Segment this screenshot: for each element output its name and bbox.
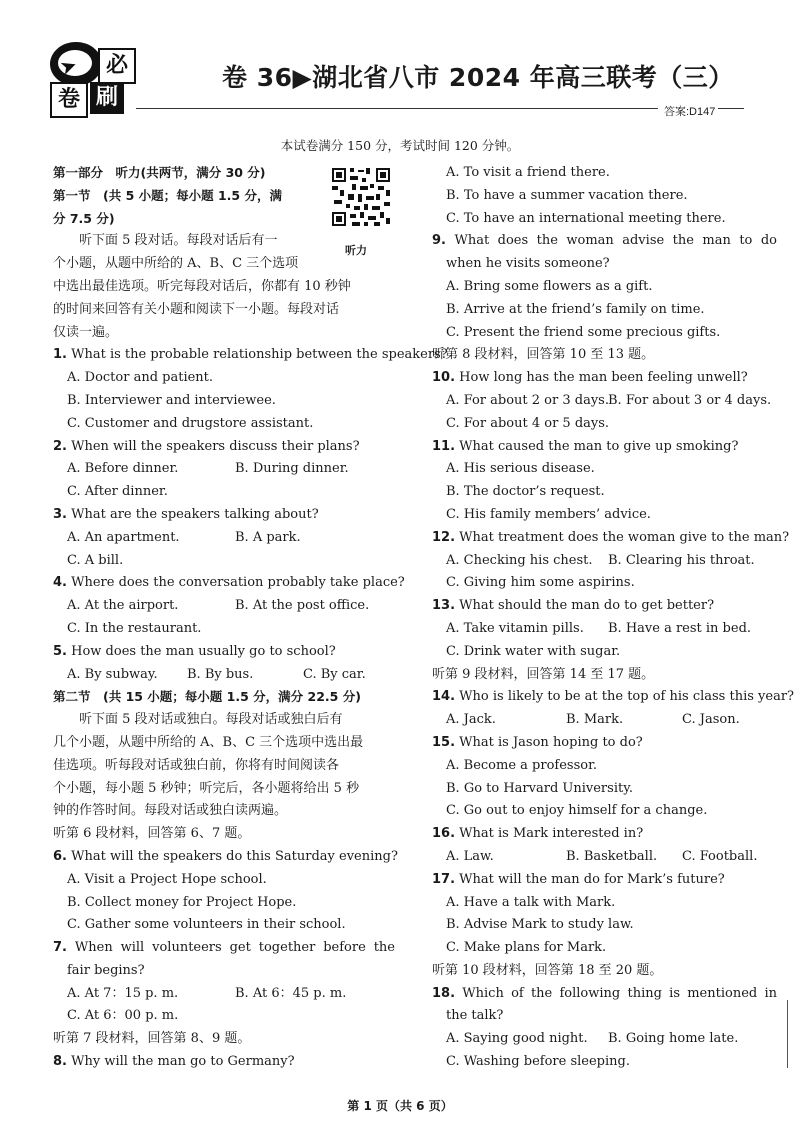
question-text: What caused the man to give up smoking? — [459, 438, 739, 454]
option-b[interactable]: B. Collect money for Project Hope. — [67, 894, 297, 910]
instruction-line: 佳选项。听每段对话或独白前，你将有时间阅读各 — [53, 757, 340, 773]
material-heading: 听第 8 段材料，回答第 10 至 13 题。 — [432, 347, 655, 363]
material-heading: 听第 10 段材料，回答第 18 至 20 题。 — [432, 962, 663, 978]
option-a[interactable]: A. Before dinner. — [67, 461, 179, 477]
question-number: 7. — [53, 940, 67, 956]
option-b[interactable]: B. Have a rest in bed. — [608, 620, 752, 636]
page-number: 第 1 页（共 6 页） — [347, 1099, 453, 1113]
option-c[interactable]: C. Jason. — [682, 712, 740, 728]
option-b[interactable]: B. A park. — [235, 529, 301, 545]
brand-logo — [50, 42, 136, 114]
option-row — [53, 527, 395, 550]
question-text: What does the woman advise the man to do when he visits someone? — [446, 233, 777, 272]
option-a[interactable]: A. Become a professor. — [446, 757, 597, 773]
question-number: 10. — [432, 370, 456, 386]
option-row — [432, 618, 777, 641]
option-b[interactable]: B. At 6：45 p. m. — [235, 985, 347, 1001]
question-15 — [432, 732, 777, 755]
option-a[interactable]: A. Jack. — [446, 712, 496, 728]
option-c[interactable]: C. Make plans for Mark. — [446, 940, 607, 956]
question-number: 18. — [432, 985, 456, 1001]
option-a[interactable]: A. Have a talk with Mark. — [446, 894, 616, 910]
option-row — [432, 846, 777, 869]
question-number: 13. — [432, 598, 456, 614]
question-1 — [53, 344, 448, 367]
question-4 — [53, 572, 405, 595]
question-text: What should the man do to get better? — [459, 598, 715, 614]
material-heading: 听第 7 段材料，回答第 8、9 题。 — [53, 1031, 251, 1047]
option-row — [432, 709, 777, 732]
section-heading: 第一节 (共 5 小题；每小题 1.5 分，满 — [53, 187, 282, 203]
option-a[interactable]: A. At 7：15 p. m. — [67, 985, 179, 1001]
option-c[interactable]: C. Football. — [682, 848, 758, 864]
option-c[interactable]: C. Customer and drugstore assistant. — [67, 415, 314, 431]
question-text: How does the man usually go to school? — [71, 643, 336, 659]
option-c[interactable]: C. Giving him some aspirins. — [446, 575, 635, 591]
question-number: 6. — [53, 848, 67, 864]
instruction-line: 中选出最佳选项。听完每段对话后，你都有 10 秒钟 — [53, 278, 351, 294]
section-heading-cont: 分 7.5 分) — [53, 210, 115, 226]
question-text: Who is likely to be at the top of his class this year? — [459, 689, 795, 705]
option-row — [432, 390, 777, 413]
logo-char-bottom-left: 卷 — [50, 82, 88, 118]
question-17 — [432, 869, 777, 892]
option-b[interactable]: B. Go to Harvard University. — [446, 780, 633, 796]
option-b[interactable]: B. To have a summer vacation there. — [446, 187, 688, 203]
instruction-line: 个小题，每小题 5 秒钟；听完后，各小题将给出 5 秒 — [53, 780, 360, 796]
question-number: 15. — [432, 734, 456, 750]
question-7 — [53, 937, 395, 983]
question-number: 14. — [432, 689, 456, 705]
option-c[interactable]: C. At 6：00 p. m. — [67, 1008, 179, 1024]
question-text: What is Mark interested in? — [459, 826, 644, 842]
question-text: How long has the man been feeling unwell? — [459, 370, 748, 386]
question-text: What treatment does the woman give to the man? — [459, 529, 790, 545]
exam-info: 本试卷满分 150 分，考试时间 120 分钟。 — [280, 138, 520, 153]
instruction-line: 仅读一遍。 — [53, 324, 119, 340]
option-c[interactable]: C. Gather some volunteers in their school. — [67, 917, 346, 933]
option-b[interactable]: B. Clearing his throat. — [608, 552, 755, 568]
question-number: 8. — [53, 1054, 67, 1070]
option-b[interactable]: B. Basketball. — [566, 848, 658, 864]
option-row — [53, 595, 395, 618]
option-c[interactable]: C. Washing before sleeping. — [446, 1054, 630, 1070]
question-11 — [432, 436, 777, 459]
option-b[interactable]: B. For about 3 or 4 days. — [608, 392, 772, 408]
right-column — [432, 162, 795, 1074]
question-text: Where does the conversation probably take place? — [71, 575, 405, 591]
option-a[interactable]: A. Take vitamin pills. — [446, 620, 584, 636]
question-2 — [53, 436, 395, 459]
question-number: 2. — [53, 438, 67, 454]
title-divider — [136, 108, 658, 109]
question-13 — [432, 595, 777, 618]
question-number: 16. — [432, 826, 456, 842]
option-c[interactable]: C. After dinner. — [67, 484, 168, 500]
option-a[interactable]: A. At the airport. — [67, 598, 179, 614]
material-heading: 听第 9 段材料，回答第 14 至 17 题。 — [432, 666, 655, 682]
question-18 — [432, 983, 777, 1029]
qr-caption: 听力 — [345, 244, 367, 257]
option-c[interactable]: C. By car. — [303, 666, 366, 682]
option-a[interactable]: A. To visit a friend there. — [446, 165, 610, 180]
option-a[interactable]: A. By subway. — [67, 666, 158, 682]
question-number: 17. — [432, 871, 456, 887]
option-b[interactable]: B. During dinner. — [235, 461, 349, 477]
question-number: 3. — [53, 506, 67, 522]
question-3 — [53, 504, 395, 527]
option-b[interactable]: B. Interviewer and interviewee. — [67, 392, 276, 408]
option-row — [53, 983, 395, 1006]
question-text: What is Jason hoping to do? — [459, 734, 643, 750]
page-title: 卷 36▶湖北省八市 2024 年高三联考（三） — [222, 63, 734, 92]
option-c[interactable]: C. Present the friend some precious gifts. — [446, 324, 721, 340]
instruction-line: 听下面 5 段对话。每段对话后有一 — [79, 233, 278, 249]
question-12 — [432, 527, 790, 550]
question-number: 1. — [53, 347, 67, 363]
option-b[interactable]: B. Mark. — [566, 712, 624, 728]
option-c[interactable]: C. In the restaurant. — [67, 620, 202, 636]
question-8 — [53, 1051, 395, 1074]
option-b[interactable]: B. The doctor’s request. — [446, 484, 605, 500]
question-10 — [432, 367, 777, 390]
option-a[interactable]: A. Checking his chest. — [446, 552, 593, 568]
question-text: Why will the man go to Germany? — [71, 1054, 295, 1070]
answer-divider — [718, 108, 744, 109]
question-text: What is the probable relationship between the speakers? — [71, 347, 448, 363]
option-a[interactable]: A. His serious disease. — [446, 461, 595, 477]
question-text: What are the speakers talking about? — [71, 506, 319, 522]
option-b[interactable]: B. Advise Mark to study law. — [446, 917, 634, 933]
question-text: What will the speakers do this Saturday evening? — [71, 848, 398, 864]
option-a[interactable]: A. Doctor and patient. — [67, 370, 214, 386]
option-c[interactable]: C. Drink water with sugar. — [446, 643, 621, 659]
part-heading: 第一部分 听力(共两节，满分 30 分) — [53, 165, 266, 180]
option-c[interactable]: C. A bill. — [67, 552, 124, 568]
logo-char-bottom-right: 刷 — [90, 82, 124, 114]
logo-char-top: 必 — [98, 48, 136, 84]
question-number: 4. — [53, 575, 67, 591]
instruction-line: 听下面 5 段对话或独白。每段对话或独白后有 — [79, 712, 343, 728]
question-number: 11. — [432, 438, 456, 454]
question-5 — [53, 641, 395, 664]
logo-arrow-icon: ➤ — [56, 51, 81, 81]
option-b[interactable]: B. At the post office. — [235, 598, 370, 614]
instruction-line: 钟的作答时间。每段对话或独白读两遍。 — [53, 803, 288, 819]
option-a[interactable]: A. For about 2 or 3 days. — [446, 392, 609, 408]
scan-edge-line — [787, 1000, 788, 1068]
option-b[interactable]: B. Arrive at the friend’s family on time. — [446, 301, 705, 317]
option-c[interactable]: C. His family members’ advice. — [446, 506, 651, 522]
option-row — [53, 664, 395, 687]
option-row — [432, 550, 777, 573]
instruction-line: 几个小题，从题中所给的 A、B、C 三个选项中选出最 — [53, 734, 364, 750]
option-row — [53, 458, 395, 481]
option-a[interactable]: A. Saying good night. — [446, 1031, 588, 1047]
option-a[interactable]: A. Law. — [446, 848, 494, 864]
section-heading: 第二节 (共 15 小题；每小题 1.5 分，满分 22.5 分) — [53, 689, 361, 705]
option-b[interactable]: B. By bus. — [187, 666, 254, 682]
question-14 — [432, 686, 795, 709]
option-c[interactable]: C. To have an international meeting there. — [446, 210, 726, 226]
question-number: 12. — [432, 529, 456, 545]
option-a[interactable]: A. Visit a Project Hope school. — [67, 871, 267, 887]
question-number: 9. — [432, 233, 446, 249]
question-16 — [432, 823, 777, 846]
instruction-line: 个小题，从题中所给的 A、B、C 三个选项 — [53, 256, 299, 272]
instruction-line: 的时间来回答有关小题和阅读下一小题。每段对话 — [53, 301, 340, 317]
question-6 — [53, 846, 398, 869]
option-b[interactable]: B. Going home late. — [608, 1031, 739, 1047]
question-9 — [432, 230, 777, 276]
question-text: When will the speakers discuss their plans? — [71, 438, 360, 454]
answer-code: 答案:D147 — [664, 106, 716, 118]
option-a[interactable]: A. Bring some flowers as a gift. — [446, 278, 653, 294]
page-header — [0, 0, 800, 130]
question-text: What will the man do for Mark’s future? — [459, 871, 725, 887]
option-row — [432, 1028, 777, 1051]
material-heading: 听第 6 段材料，回答第 6、7 题。 — [53, 826, 251, 842]
option-c[interactable]: C. Go out to enjoy himself for a change. — [446, 803, 708, 819]
question-number: 5. — [53, 643, 67, 659]
question-text: When will volunteers get together before the fair begins? — [67, 940, 395, 978]
option-c[interactable]: C. For about 4 or 5 days. — [446, 415, 610, 431]
question-text: Which of the following thing is mentioned in the talk? — [446, 985, 777, 1024]
option-a[interactable]: A. An apartment. — [67, 529, 180, 545]
